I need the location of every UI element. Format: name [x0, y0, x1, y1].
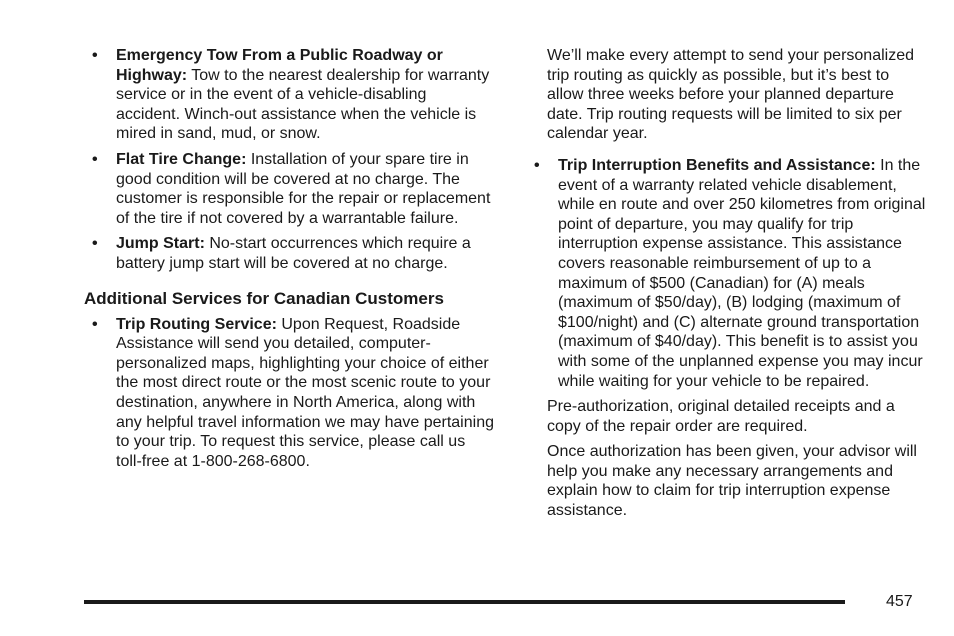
list-item-flat-tire [84, 150, 494, 228]
left-column [84, 46, 494, 477]
item-text: Tow to the nearest dealership for warranty service or in the event of a vehicle-disabling accident. Winch-out assistance when the vehicle is mired in sand, mud, or snow. [116, 66, 490, 143]
item-text: No-start occurrences which require a battery jump start will be covered at no charge. [116, 235, 471, 272]
section-heading: Additional Services for Canadian Customers [84, 288, 444, 308]
footer-rule [84, 600, 845, 604]
intro-paragraph: We’ll make every attempt to send your personalized trip routing as quickly as possible, but it’s best to allow three weeks before your planned departure date. Trip routing requests will be limited to six per calendar year. [547, 47, 914, 143]
bullet: • [92, 47, 98, 64]
bullet: • [92, 235, 98, 253]
pre-authorization-paragraph: Pre-authorization, original detailed receipts and a copy of the repair order are required. [547, 398, 895, 435]
item-text: Installation of your spare tire in good condition will be covered at no charge. The customer is responsible for the repair or replacement of the tire if not covered by a warrantable failure. [116, 150, 491, 227]
list-item-emergency-tow [84, 46, 494, 144]
right-column [526, 46, 926, 527]
bullet: • [92, 150, 98, 168]
item-label: Trip Interruption Benefits and Assistance: [558, 156, 876, 174]
authorization-paragraph: Once authorization has been given, your advisor will help you make any necessary arrangements and explain how to claim for trip interruption expense assistance. [547, 443, 917, 520]
item-label: Emergency Tow From a Public Roadway or Highway: [116, 47, 443, 84]
item-label: Flat Tire Change: [116, 150, 247, 168]
bullet: • [92, 315, 98, 333]
item-label: Jump Start: [116, 235, 205, 253]
list-item-trip-interruption [526, 156, 926, 391]
item-text: In the event of a warranty related vehicle disablement, while en route and over 250 kilometres from original point of departure, you may qualify for trip interruption expense assistance. This assistance covers reasonable reimbursement of up to a maximum of $500 (Canadian) for (A) meals (maximum of $50/day), (B) lodging (maximum of $100/night) and (C) alternate ground transportation (maximum of $40/day). This benefit is to assist you with some of the unplanned expense you may incur while waiting for your vehicle to be repaired. [558, 156, 926, 390]
bullet: • [534, 156, 540, 174]
list-item-trip-routing [84, 315, 494, 472]
page-number: 457 [886, 593, 913, 610]
list-item-jump-start [84, 234, 494, 273]
item-label: Trip Routing Service: [116, 315, 277, 333]
item-text: Upon Request, Roadside Assistance will send you detailed, computer-personalized maps, highlighting your choice of either the most direct route or the most scenic route to your destination, anywhere in North America, along with any helpful travel information we may have pertaining to your trip. To request this service, please call us toll-free at 1-800-268-6800. [116, 315, 494, 470]
